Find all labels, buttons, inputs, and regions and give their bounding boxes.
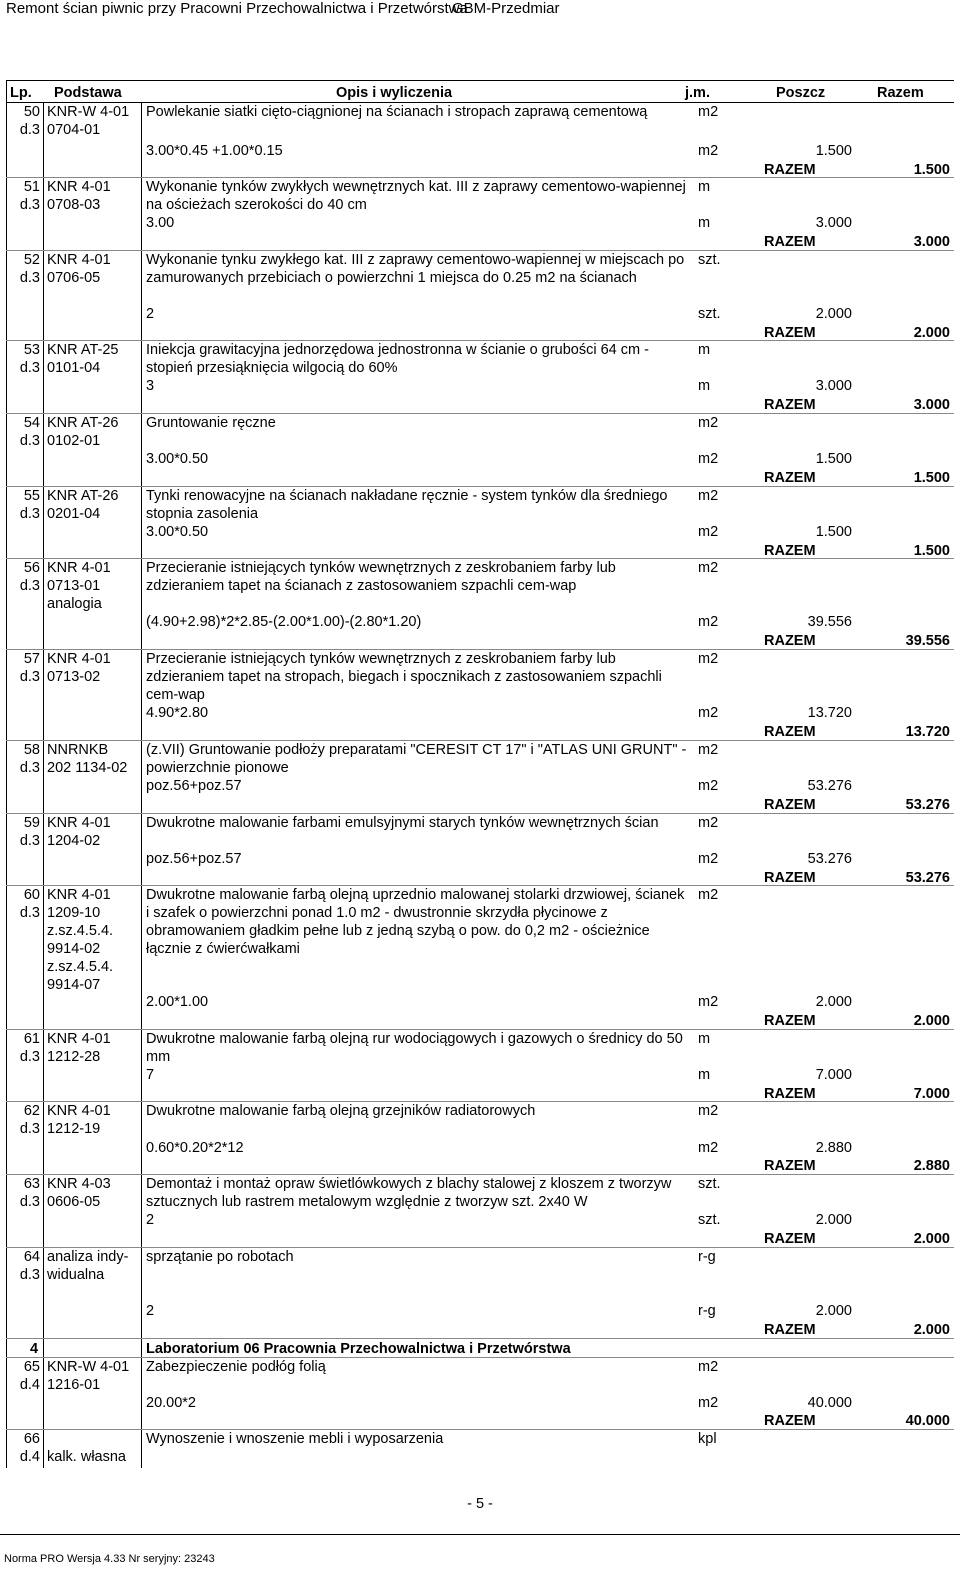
row-razem-label: RAZEM xyxy=(764,633,816,649)
row-description: Przecieranie istniejących tynków wewnętrznych z zeskrobaniem farby lub zdzieraniem tapet na stropach, biegach i spocznikach z zastosowaniem szpachli cem-wap xyxy=(146,651,662,703)
row-podstawa: KNR 4-01 xyxy=(47,651,111,667)
row-description: Dwukrotne malowanie farbami emulsyjnymi starych tynków wewnętrznych ścian xyxy=(146,815,659,831)
row-razem-label: RAZEM xyxy=(764,1158,816,1174)
row-unit: r-g xyxy=(698,1249,716,1265)
row-description: Wykonanie tynku zwykłego kat. III z zaprawy cementowo-wapiennej w miejscach po zamurowanych przebiciach o powierzchni 1 miejsca do 0.25 m2 na ścianach xyxy=(146,252,685,286)
row-poszcz: 1.500 xyxy=(815,143,852,159)
row-podstawa: 0201-04 xyxy=(47,506,101,522)
row-razem: 39.556 xyxy=(905,633,950,649)
row-razem-label: RAZEM xyxy=(764,1413,816,1429)
col-poszcz: Poszcz xyxy=(776,85,826,101)
row-lp: 64 xyxy=(23,1249,40,1265)
row-podstawa: KNR 4-01 xyxy=(47,252,111,268)
row-poszcz: 2.000 xyxy=(815,1303,852,1319)
row-razem: 1.500 xyxy=(913,470,950,486)
row-poszcz: 3.000 xyxy=(815,215,852,231)
row-razem-label: RAZEM xyxy=(764,1013,816,1029)
row-razem: 2.880 xyxy=(913,1158,950,1174)
row-lp: 53 xyxy=(23,342,40,358)
row-poszcz: 7.000 xyxy=(815,1067,852,1083)
row-calculation: 4.90*2.80 xyxy=(146,705,209,721)
row-description: Przecieranie istniejących tynków wewnętrznych z zeskrobaniem farby lub zdzieraniem tapet na ścianach z zastosowaniem szpachli cem-wap xyxy=(146,560,616,594)
row-podstawa: 1212-28 xyxy=(47,1049,101,1065)
row-calc-unit: m2 xyxy=(698,143,719,159)
row-calc-unit: m2 xyxy=(698,1140,719,1156)
row-calc-unit: m xyxy=(698,1067,711,1083)
row-podstawa: 9914-02 xyxy=(47,941,101,957)
row-calc-unit: m2 xyxy=(698,614,719,630)
row-lp: 58 xyxy=(23,742,40,758)
company-name: GBM-Przedmiar xyxy=(452,0,560,17)
row-calc-unit: m2 xyxy=(698,778,719,794)
row-lp: 66 xyxy=(23,1431,40,1447)
row-poszcz: 13.720 xyxy=(807,705,852,721)
row-calculation: 3.00*0.50 xyxy=(146,524,209,540)
col-podstawa: Podstawa xyxy=(54,85,122,101)
row-lp: 61 xyxy=(23,1031,40,1047)
row-unit: m2 xyxy=(698,415,719,431)
row-dzial: d.3 xyxy=(19,270,40,286)
row-razem: 2.000 xyxy=(913,1013,950,1029)
row-podstawa: z.sz.4.5.4. xyxy=(47,959,114,975)
row-razem-label: RAZEM xyxy=(764,1086,816,1102)
row-calc-unit: r-g xyxy=(698,1303,716,1319)
row-lp: 62 xyxy=(23,1103,40,1119)
row-description: Dwukrotne malowanie farbą olejną rur wodociągowych i gazowych o średnicy do 50 mm xyxy=(146,1031,683,1065)
row-podstawa: KNR 4-01 xyxy=(47,1103,111,1119)
row-podstawa: KNR AT-26 xyxy=(47,488,119,504)
row-podstawa: NNRNKB xyxy=(47,742,109,758)
row-description: (z.VII) Gruntowanie podłoży preparatami "CERESIT CT 17" i "ATLAS UNI GRUNT" - powierzchnie pionowe xyxy=(146,742,687,776)
row-podstawa: 0101-04 xyxy=(47,360,101,376)
row-unit: m xyxy=(698,1031,711,1047)
row-podstawa: z.sz.4.5.4. xyxy=(47,923,114,939)
row-podstawa: 1216-01 xyxy=(47,1377,101,1393)
row-unit: m2 xyxy=(698,651,719,667)
vline-lp xyxy=(43,102,44,1468)
row-lp: 54 xyxy=(23,415,40,431)
row-description: Dwukrotne malowanie farbą olejną uprzednio malowanej stolarki drzwiowej, ścianek i szafek o powierzchni ponad 1.0 m2 - dwustronnie skrzydła płycinowe z obramowaniem gładkim pełne lub z jedną szybą o pow. do 0,2 m2 - ościeżnice łącznie z ćwierćwałkami xyxy=(146,887,685,957)
row-poszcz: 1.500 xyxy=(815,524,852,540)
row-calculation: 0.60*0.20*2*12 xyxy=(146,1140,244,1156)
row-razem-label: RAZEM xyxy=(764,470,816,486)
row-razem-label: RAZEM xyxy=(764,543,816,559)
row-calculation: 20.00*2 xyxy=(146,1395,196,1411)
row-razem-label: RAZEM xyxy=(764,397,816,413)
row-dzial: d.3 xyxy=(19,197,40,213)
row-razem: 1.500 xyxy=(913,543,950,559)
row-dzial: d.3 xyxy=(19,578,40,594)
row-razem: 53.276 xyxy=(905,870,950,886)
row-calc-unit: m xyxy=(698,215,711,231)
row-unit: kpl xyxy=(698,1431,717,1447)
row-podstawa: KNR 4-01 xyxy=(47,887,111,903)
row-unit: m2 xyxy=(698,560,719,576)
row-unit: m2 xyxy=(698,104,719,120)
row-poszcz: 53.276 xyxy=(807,851,852,867)
row-description: Powlekanie siatki cięto-ciągnionej na ścianach i stropach zaprawą cementową xyxy=(146,104,648,120)
row-description: Dwukrotne malowanie farbą olejną grzejników radiatorowych xyxy=(146,1103,536,1119)
row-podstawa: 0102-01 xyxy=(47,433,101,449)
row-dzial: d.3 xyxy=(19,1194,40,1210)
row-razem: 2.000 xyxy=(913,325,950,341)
row-separator xyxy=(6,1338,954,1339)
row-dzial: d.4 xyxy=(19,1449,40,1465)
row-razem-label: RAZEM xyxy=(764,325,816,341)
row-poszcz: 2.000 xyxy=(815,306,852,322)
row-podstawa: KNR-W 4-01 xyxy=(47,104,130,120)
col-opis: Opis i wyliczenia xyxy=(336,85,453,101)
row-description: sprzątanie po robotach xyxy=(146,1249,294,1265)
row-calculation: 3 xyxy=(146,378,155,394)
row-razem-label: RAZEM xyxy=(764,162,816,178)
row-poszcz: 3.000 xyxy=(815,378,852,394)
row-calculation: 7 xyxy=(146,1067,155,1083)
row-lp: 57 xyxy=(23,651,40,667)
row-unit: m xyxy=(698,342,711,358)
row-razem: 40.000 xyxy=(905,1413,950,1429)
col-razem: Razem xyxy=(877,85,924,101)
row-lp: 51 xyxy=(23,179,40,195)
row-podstawa: KNR AT-26 xyxy=(47,415,119,431)
row-poszcz: 2.000 xyxy=(815,994,852,1010)
row-unit: m2 xyxy=(698,1103,719,1119)
row-podstawa: 202 1134-02 xyxy=(47,760,128,776)
row-dzial: d.3 xyxy=(19,433,40,449)
row-razem: 2.000 xyxy=(913,1231,950,1247)
row-razem: 3.000 xyxy=(913,397,950,413)
row-calc-unit: szt. xyxy=(698,1212,721,1228)
row-calculation: poz.56+poz.57 xyxy=(146,778,242,794)
footer-line xyxy=(0,1534,960,1535)
row-description: Iniekcja grawitacyjna jednorzędowa jednostronna w ścianie o grubości 64 cm - stopień przesiąknięcia wilgocią do 60% xyxy=(146,342,649,376)
row-poszcz: 1.500 xyxy=(815,451,852,467)
row-razem: 3.000 xyxy=(913,234,950,250)
row-razem-label: RAZEM xyxy=(764,724,816,740)
row-razem-label: RAZEM xyxy=(764,1322,816,1338)
row-unit: szt. xyxy=(698,252,721,268)
row-lp: 56 xyxy=(23,560,40,576)
row-podstawa: 0713-02 xyxy=(47,669,101,685)
row-podstawa: analogia xyxy=(47,596,102,612)
row-podstawa: 9914-07 xyxy=(47,977,101,993)
row-unit: m2 xyxy=(698,488,719,504)
row-dzial: d.3 xyxy=(19,506,40,522)
table-top-border xyxy=(6,80,954,81)
row-unit: m xyxy=(698,179,711,195)
row-razem: 2.000 xyxy=(913,1322,950,1338)
software-credit: Norma PRO Wersja 4.33 Nr seryjny: 23243 xyxy=(4,1553,215,1565)
row-calc-unit: m2 xyxy=(698,451,719,467)
row-dzial: d.3 xyxy=(19,905,40,921)
row-podstawa: 0704-01 xyxy=(47,122,101,138)
row-dzial: d.3 xyxy=(19,1267,40,1283)
row-razem: 53.276 xyxy=(905,797,950,813)
row-dzial: d.3 xyxy=(19,760,40,776)
row-podstawa: analiza indy- xyxy=(47,1249,129,1265)
row-calculation: (4.90+2.98)*2*2.85-(2.00*1.00)-(2.80*1.20) xyxy=(146,614,422,630)
document-title: Remont ścian piwnic przy Pracowni Przechowalnictwa i Przetwórstwa xyxy=(6,0,468,17)
row-lp: 59 xyxy=(23,815,40,831)
row-calc-unit: m2 xyxy=(698,851,719,867)
row-description: Tynki renowacyjne na ścianach nakładane ręcznie - system tynków dla średniego stopnia zasolenia xyxy=(146,488,668,522)
row-poszcz: 53.276 xyxy=(807,778,852,794)
row-razem: 13.720 xyxy=(905,724,950,740)
row-calculation: 3.00*0.45 +1.00*0.15 xyxy=(146,143,283,159)
row-podstawa: 0606-05 xyxy=(47,1194,101,1210)
row-podstawa: widualna xyxy=(47,1267,105,1283)
row-podstawa: KNR 4-01 xyxy=(47,179,111,195)
row-lp: 55 xyxy=(23,488,40,504)
row-dzial: d.4 xyxy=(19,1377,40,1393)
row-podstawa: 1204-02 xyxy=(47,833,101,849)
row-podstawa: 1212-19 xyxy=(47,1121,101,1137)
row-lp: 63 xyxy=(23,1176,40,1192)
row-lp: 60 xyxy=(23,887,40,903)
row-description: Wykonanie tynków zwykłych wewnętrznych kat. III z zaprawy cementowo-wapiennej na ościeżach szerokości do 40 cm xyxy=(146,179,686,213)
row-dzial: d.3 xyxy=(19,360,40,376)
row-calculation: 3.00*0.50 xyxy=(146,451,209,467)
row-unit: m2 xyxy=(698,815,719,831)
row-razem: 1.500 xyxy=(913,162,950,178)
row-podstawa: 1209-10 xyxy=(47,905,101,921)
vline-podstawa xyxy=(141,102,142,1468)
row-calc-unit: m2 xyxy=(698,1395,719,1411)
row-podstawa: KNR AT-25 xyxy=(47,342,119,358)
row-calculation: 2 xyxy=(146,306,155,322)
row-podstawa: KNR 4-01 xyxy=(47,1031,111,1047)
row-razem-label: RAZEM xyxy=(764,797,816,813)
row-dzial: d.3 xyxy=(19,122,40,138)
page-header xyxy=(6,0,954,20)
row-unit: m2 xyxy=(698,1359,719,1375)
row-lp: 65 xyxy=(23,1359,40,1375)
row-dzial: d.3 xyxy=(19,1121,40,1137)
row-lp: 50 xyxy=(23,104,40,120)
row-calc-unit: szt. xyxy=(698,306,721,322)
row-calculation: poz.56+poz.57 xyxy=(146,851,242,867)
row-lp: 52 xyxy=(23,252,40,268)
row-poszcz: 40.000 xyxy=(807,1395,852,1411)
row-calc-unit: m2 xyxy=(698,994,719,1010)
row-calculation: 2 xyxy=(146,1303,155,1319)
row-podstawa: KNR 4-01 xyxy=(47,560,111,576)
section-number: 4 xyxy=(30,1341,39,1357)
row-calc-unit: m2 xyxy=(698,524,719,540)
row-razem-label: RAZEM xyxy=(764,234,816,250)
row-calculation: 2.00*1.00 xyxy=(146,994,209,1010)
row-podstawa: 0713-01 xyxy=(47,578,101,594)
row-description: Wynoszenie i wnoszenie mebli i wyposarzenia xyxy=(146,1431,444,1447)
row-poszcz: 2.000 xyxy=(815,1212,852,1228)
row-unit: szt. xyxy=(698,1176,721,1192)
row-podstawa: 0708-03 xyxy=(47,197,101,213)
row-podstawa: KNR 4-03 xyxy=(47,1176,111,1192)
row-razem: 7.000 xyxy=(913,1086,950,1102)
row-calculation: 3.00 xyxy=(146,215,175,231)
row-unit: m2 xyxy=(698,887,719,903)
row-calc-unit: m2 xyxy=(698,705,719,721)
col-jm: j.m. xyxy=(685,85,710,101)
row-dzial: d.3 xyxy=(19,669,40,685)
row-razem-label: RAZEM xyxy=(764,870,816,886)
row-calculation: 2 xyxy=(146,1212,155,1228)
row-podstawa: KNR-W 4-01 xyxy=(47,1359,130,1375)
row-poszcz: 2.880 xyxy=(815,1140,852,1156)
row-podstawa: kalk. własna xyxy=(47,1449,126,1465)
row-unit: m2 xyxy=(698,742,719,758)
row-podstawa: 0706-05 xyxy=(47,270,101,286)
section-title: Laboratorium 06 Pracownia Przechowalnictwa i Przetwórstwa xyxy=(146,1341,571,1357)
col-lp: Lp. xyxy=(10,85,32,101)
row-poszcz: 39.556 xyxy=(807,614,852,630)
row-description: Zabezpieczenie podłóg folią xyxy=(146,1359,326,1375)
row-razem-label: RAZEM xyxy=(764,1231,816,1247)
row-dzial: d.3 xyxy=(19,833,40,849)
page-number: - 5 - xyxy=(467,1496,493,1512)
row-podstawa: KNR 4-01 xyxy=(47,815,111,831)
row-dzial: d.3 xyxy=(19,1049,40,1065)
row-description: Demontaż i montaż opraw świetlówkowych z blachy stalowej z kloszem z tworzyw sztucznych lub rastrem metalowym względnie z tworzyw szt. 2x40 W xyxy=(146,1176,672,1210)
row-calc-unit: m xyxy=(698,378,711,394)
row-description: Gruntowanie ręczne xyxy=(146,415,276,431)
